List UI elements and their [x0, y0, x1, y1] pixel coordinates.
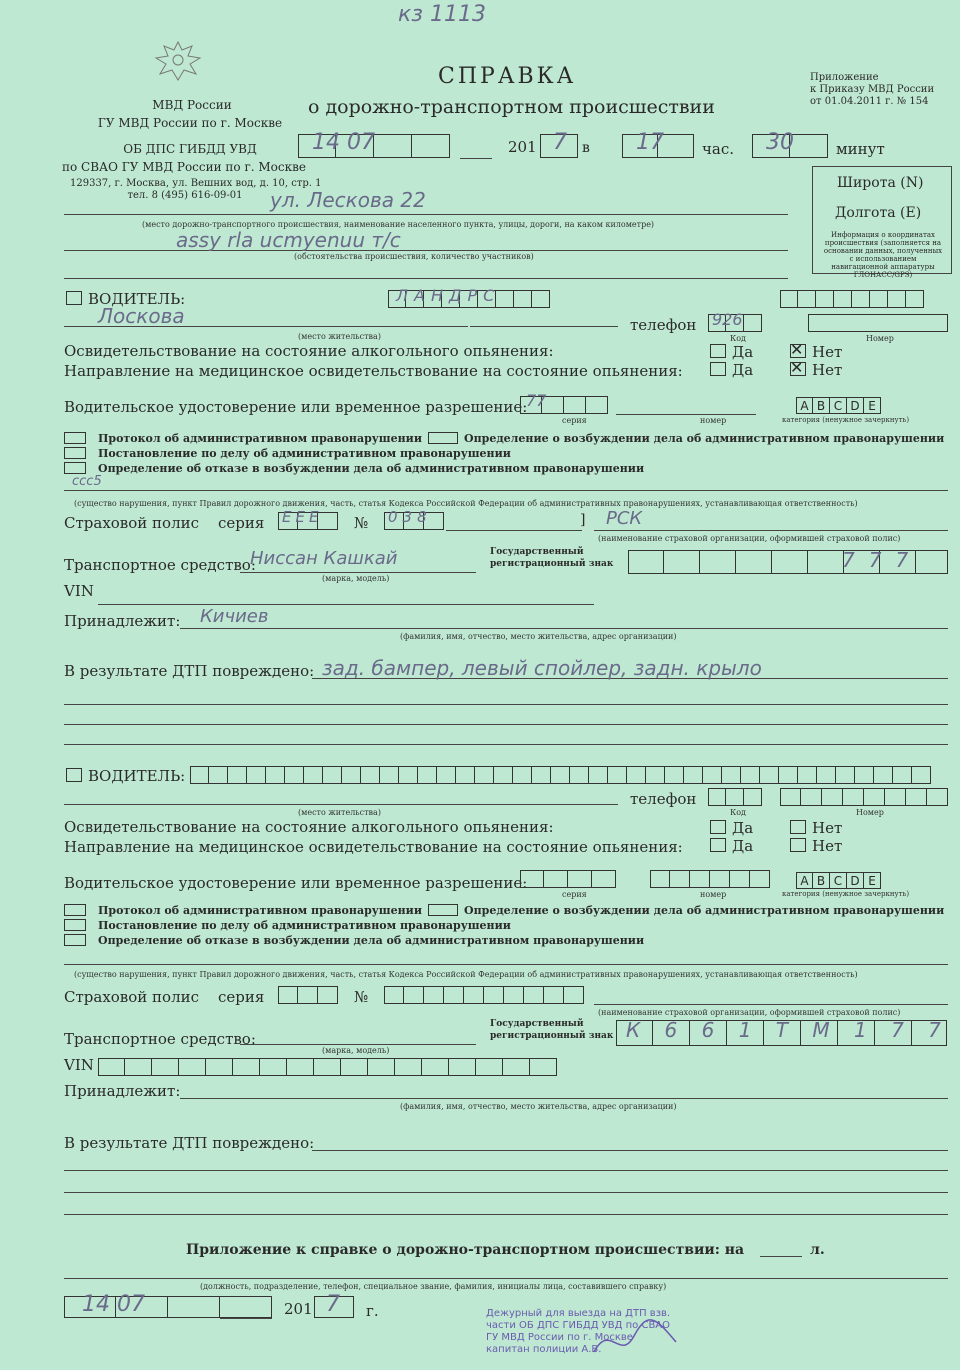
violation-caption: (существо нарушения, пункт Правил дорожного движения, часть, статья Кодекса Российской Федерации об административных правонарушениях, устанавливающая ответственность)	[74, 970, 858, 979]
alcohol-label: Освидетельствование на состояние алкогольного опьянения:	[64, 818, 554, 836]
damaged-label: В результате ДТП повреждено:	[64, 1134, 315, 1152]
number-caption: номер	[700, 416, 727, 425]
medical-label: Направление на медицинское освидетельствование на состояние опьянения:	[64, 362, 683, 380]
circumstances-value: assy rla ucmyenuu т/с	[176, 228, 401, 252]
coords-box	[812, 166, 952, 279]
driver2-category-boxes[interactable]: A B C D E	[796, 872, 881, 889]
no-label: Нет	[812, 837, 843, 855]
bracket-mark: ]	[580, 512, 586, 528]
number-caption: Номер	[866, 334, 894, 343]
driver2-license-number[interactable]	[650, 870, 770, 888]
protocol-label: Протокол об административном правонарушении	[98, 432, 422, 445]
driver1-label: ВОДИТЕЛЬ:	[88, 290, 186, 308]
driver2-phone-number[interactable]	[780, 788, 948, 806]
damaged-label: В результате ДТП повреждено:	[64, 662, 315, 680]
longitude-label: Долгота (E)	[835, 205, 922, 221]
driver2-insurance-number[interactable]	[384, 986, 584, 1004]
residence-caption: (место жительства)	[298, 332, 381, 341]
signature-icon	[590, 1312, 680, 1368]
minute-value: 30	[766, 130, 794, 155]
stamp-line: части ОБ ДПС ГИБДД УВД по СВАО	[486, 1320, 671, 1331]
no-label: Нет	[812, 819, 843, 837]
driver1-owner: Кичиев	[200, 606, 269, 627]
violation-caption: (существо нарушения, пункт Правил дорожного движения, часть, статья Кодекса Российской Федерации об административных правонарушениях, устанавливающая ответственность)	[74, 499, 858, 508]
driver1-phone-number[interactable]	[808, 314, 948, 332]
driver1-protocol-checkbox[interactable]	[64, 432, 86, 444]
footer-year-prefix: 201	[284, 1300, 313, 1318]
driver2-insurance-series[interactable]	[278, 986, 338, 1004]
signer-caption: (должность, подразделение, телефон, специальное звание, фамилия, инициалы лица, составившего справку)	[200, 1282, 667, 1291]
cross-icon: ✕	[790, 340, 804, 359]
code-caption: Код	[730, 334, 746, 343]
org-address: 129337, г. Москва, ул. Вешних вод, д. 10, стр. 1	[70, 178, 322, 189]
driver1-decision-checkbox[interactable]	[64, 447, 86, 459]
series-label: серия	[218, 514, 265, 532]
brand-caption: (марка, модель)	[322, 1046, 390, 1055]
insurer-caption: (наименование страховой организации, оформившей страховой полис)	[598, 534, 901, 543]
yes-label: Да	[732, 837, 754, 855]
driver1-insurer: РСК	[606, 508, 643, 529]
appendix-line: к Приказу МВД России	[810, 84, 935, 95]
driver1-violation: ссс5	[72, 474, 102, 489]
driver2-alcohol-yes[interactable]	[710, 820, 726, 834]
yes-label: Да	[732, 361, 754, 379]
license-label: Водительское удостоверение или временное разрешение:	[64, 398, 528, 416]
definition-label: Определение о возбуждении дела об административном правонарушении	[464, 904, 945, 917]
num-label: №	[354, 988, 369, 1006]
driver1-refusal-checkbox[interactable]	[64, 462, 86, 474]
decision-label: Постановление по делу об административном правонарушении	[98, 919, 511, 932]
page-title: СПРАВКА	[438, 64, 577, 89]
cross-icon: ✕	[790, 358, 804, 377]
driver2-medical-yes[interactable]	[710, 838, 726, 852]
driver1-plate: 777	[842, 548, 923, 572]
driver2-name-boxes[interactable]	[190, 766, 931, 784]
driver1-extra-boxes[interactable]	[780, 290, 924, 308]
series-caption: серия	[562, 890, 587, 899]
year-prefix: 201	[508, 138, 537, 156]
page-subtitle: о дорожно-транспортном происшествии	[308, 96, 715, 118]
license-label: Водительское удостоверение или временное разрешение:	[64, 874, 528, 892]
yes-label: Да	[732, 819, 754, 837]
driver1-insurance-series-value: ЕЕЕ	[282, 508, 323, 526]
category-caption: категория (ненужное зачеркнуть)	[782, 416, 910, 424]
driver2-checkbox[interactable]	[66, 768, 82, 782]
residence-caption: (место жительства)	[298, 808, 381, 817]
num-label: №	[354, 514, 369, 532]
appendix-line: от 01.04.2011 г. № 154	[810, 96, 929, 107]
org-line: по СВАО ГУ МВД России по г. Москве	[62, 160, 306, 174]
brand-caption: (марка, модель)	[322, 574, 390, 583]
driver1-phone-code-value: 926	[712, 310, 743, 329]
refusal-label: Определение об отказе в возбуждении дела об административном правонарушении	[98, 934, 645, 947]
org-line: ОБ ДПС ГИБДД УВД	[123, 142, 257, 156]
medical-label: Направление на медицинское освидетельствование на состояние опьянения:	[64, 838, 683, 856]
org-phone: тел. 8 (495) 616-09-01	[127, 190, 243, 201]
driver1-definition-checkbox[interactable]	[428, 432, 458, 444]
series-caption: серия	[562, 416, 587, 425]
sheets-label: л.	[810, 1242, 825, 1258]
appendix-text: Приложение к справке о дорожно-транспортном происшествии: на	[186, 1242, 745, 1258]
reg-sign-label: Государственный регистрационный знак	[490, 1019, 614, 1041]
driver1-residence: Лоскова	[98, 304, 185, 328]
year-digit: 7	[553, 130, 567, 155]
handwritten-registration: кз 1113	[398, 2, 486, 27]
vehicle-label: Транспортное средство:	[64, 1030, 256, 1048]
place-caption: (место дорожно-транспортного происшествия, наименование населенного пункта, улицы, дороги, на каком километре)	[142, 220, 655, 229]
owner-caption: (фамилия, имя, отчество, место жительства, адрес организации)	[400, 1102, 677, 1111]
category-caption: категория (ненужное зачеркнуть)	[782, 890, 910, 898]
code-caption: Код	[730, 808, 746, 817]
driver1-license-series-value: 77	[526, 391, 547, 410]
footer-year-suffix: г.	[366, 1302, 379, 1320]
hour-value: 17	[636, 130, 664, 155]
driver2-plate: К 6 6 1 Т М 1 7 7	[626, 1018, 950, 1042]
stamp-line: капитан полиции А.В.	[486, 1344, 602, 1355]
driver1-medical-yes[interactable]	[710, 362, 726, 376]
definition-label: Определение о возбуждении дела об административном правонарушении	[464, 432, 945, 445]
at-label: в	[582, 140, 590, 156]
number-caption: Номер	[856, 808, 884, 817]
driver1-phone-label: телефон	[630, 316, 697, 334]
driver2-license-series[interactable]	[520, 870, 616, 888]
insurance-label: Страховой полис	[64, 514, 200, 532]
decision-label: Постановление по делу об административном правонарушении	[98, 447, 511, 460]
minute-label: минут	[836, 140, 885, 158]
stamp-line: Дежурный для выезда на ДТП взв.	[486, 1308, 671, 1319]
appendix-line: Приложение	[810, 72, 879, 83]
yes-label: Да	[732, 343, 754, 361]
series-label: серия	[218, 988, 265, 1006]
appendix-note	[810, 72, 934, 108]
coords-note: Информация о координатах происшествия (заполняется на основании данных, полученных с использованием навигационной аппаратуры ГЛОНАСС/GPS)	[823, 231, 943, 279]
driver2-phone-label: телефон	[630, 790, 697, 808]
vin-label: VIN	[64, 582, 94, 600]
driver2-medical-no[interactable]	[790, 838, 806, 852]
driver1-insurance-number-value: 038	[388, 508, 432, 526]
driver2-label: ВОДИТЕЛЬ:	[88, 767, 186, 785]
number-caption: номер	[700, 890, 727, 899]
org-block	[126, 98, 258, 113]
vin-label: VIN	[64, 1056, 94, 1074]
driver1-vehicle: Ниссан Кашкай	[250, 548, 398, 569]
refusal-label: Определение об отказе в возбуждении дела об административном правонарушении	[98, 462, 645, 475]
driver1-damage: зад. бампер, левый спойлер, задн. крыло	[322, 656, 762, 680]
circumstances-caption: (обстоятельства происшествия, количество участников)	[294, 252, 534, 261]
owner-label: Принадлежит:	[64, 612, 181, 630]
driver2-decision-checkbox[interactable]	[64, 919, 86, 931]
no-label: Нет	[812, 361, 843, 379]
place-value: ул. Лескова 22	[270, 188, 426, 212]
org-line: ГУ МВД России по г. Москве	[97, 116, 283, 130]
footer-year-digit: 7	[326, 1292, 340, 1317]
reg-sign-label: Государственный регистрационный знак	[490, 547, 614, 569]
org-line: МВД России	[152, 98, 232, 112]
latitude-label: Широта (N)	[837, 175, 924, 191]
driver2-protocol-checkbox[interactable]	[64, 904, 86, 916]
emblem-icon	[148, 36, 208, 86]
driver1-checkbox[interactable]	[66, 291, 82, 305]
stamp-line: ГУ МВД России по г. Москве	[486, 1332, 633, 1343]
driver1-name: ЛАНДРС	[396, 286, 501, 305]
driver2-definition-checkbox[interactable]	[428, 904, 458, 916]
driver1-category-boxes[interactable]: A B C D E	[796, 397, 881, 414]
driver2-phone-code[interactable]	[708, 788, 762, 806]
vehicle-label: Транспортное средство:	[64, 556, 256, 574]
footer-date: 14 07	[82, 1292, 145, 1317]
driver2-refusal-checkbox[interactable]	[64, 934, 86, 946]
owner-caption: (фамилия, имя, отчество, место жительства, адрес организации)	[400, 632, 677, 641]
protocol-label: Протокол об административном правонарушении	[98, 904, 422, 917]
alcohol-label: Освидетельствование на состояние алкогольного опьянения:	[64, 342, 554, 360]
hour-label: час.	[702, 140, 735, 158]
date-value: 14 07	[312, 130, 375, 155]
insurance-label: Страховой полис	[64, 988, 200, 1006]
insurer-caption: (наименование страховой организации, оформившей страховой полис)	[598, 1008, 901, 1017]
driver2-vin-boxes[interactable]	[98, 1058, 557, 1076]
driver1-alcohol-yes[interactable]	[710, 344, 726, 358]
driver2-alcohol-no[interactable]	[790, 820, 806, 834]
owner-label: Принадлежит:	[64, 1082, 181, 1100]
no-label: Нет	[812, 343, 843, 361]
